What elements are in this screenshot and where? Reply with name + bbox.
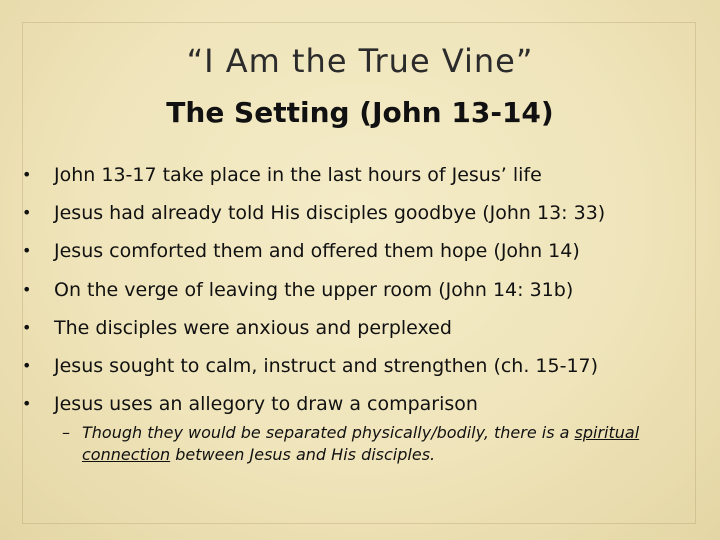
bullet-text: Jesus comforted them and offered them hope (John 14) bbox=[54, 240, 580, 263]
bullet-list bbox=[18, 158, 708, 425]
sub-bullet-underlined: spiritual connection bbox=[82, 423, 640, 464]
bullet-text: Jesus sought to calm, instruct and strengthen (ch. 15-17) bbox=[54, 354, 599, 377]
sub-bullet-text-before: Though they would be separated physically/bodily, there is a bbox=[82, 423, 575, 442]
bullet-text: On the verge of leaving the upper room (John 14: 31b) bbox=[54, 278, 574, 301]
bullet-item bbox=[18, 273, 708, 311]
bullet-dot-icon: • bbox=[22, 355, 32, 375]
bullet-dot-icon: • bbox=[22, 241, 32, 261]
sub-bullet-text bbox=[62, 422, 672, 466]
bullet-dot-icon: • bbox=[22, 279, 32, 299]
sub-bullet-dash-icon: – bbox=[62, 423, 70, 442]
bullet-item bbox=[18, 234, 708, 272]
bullet-text: Jesus uses an allegory to draw a comparison bbox=[54, 393, 478, 416]
bullet-text: The disciples were anxious and perplexed bbox=[54, 316, 452, 339]
bullet-text: Jesus had already told His disciples goodbye (John 13: 33) bbox=[54, 202, 606, 225]
bullet-dot-icon: • bbox=[22, 317, 32, 337]
bullet-item bbox=[18, 349, 708, 387]
bullet-text: John 13-17 take place in the last hours of Jesus’ life bbox=[54, 164, 542, 186]
bullet-item bbox=[18, 196, 708, 234]
bullet-dot-icon: • bbox=[22, 165, 32, 184]
slide-subtitle: The Setting (John 13-14) bbox=[166, 96, 554, 129]
bullet-dot-icon: • bbox=[22, 203, 32, 223]
bullet-dot-icon: • bbox=[22, 394, 32, 414]
bullet-item bbox=[18, 387, 708, 425]
sub-bullet bbox=[62, 422, 672, 466]
slide-heading: “I Am the True Vine” bbox=[186, 42, 534, 80]
bullet-item bbox=[18, 311, 708, 349]
sub-bullet-text-after: between Jesus and His disciples. bbox=[170, 445, 436, 464]
bullet-item bbox=[18, 158, 708, 196]
